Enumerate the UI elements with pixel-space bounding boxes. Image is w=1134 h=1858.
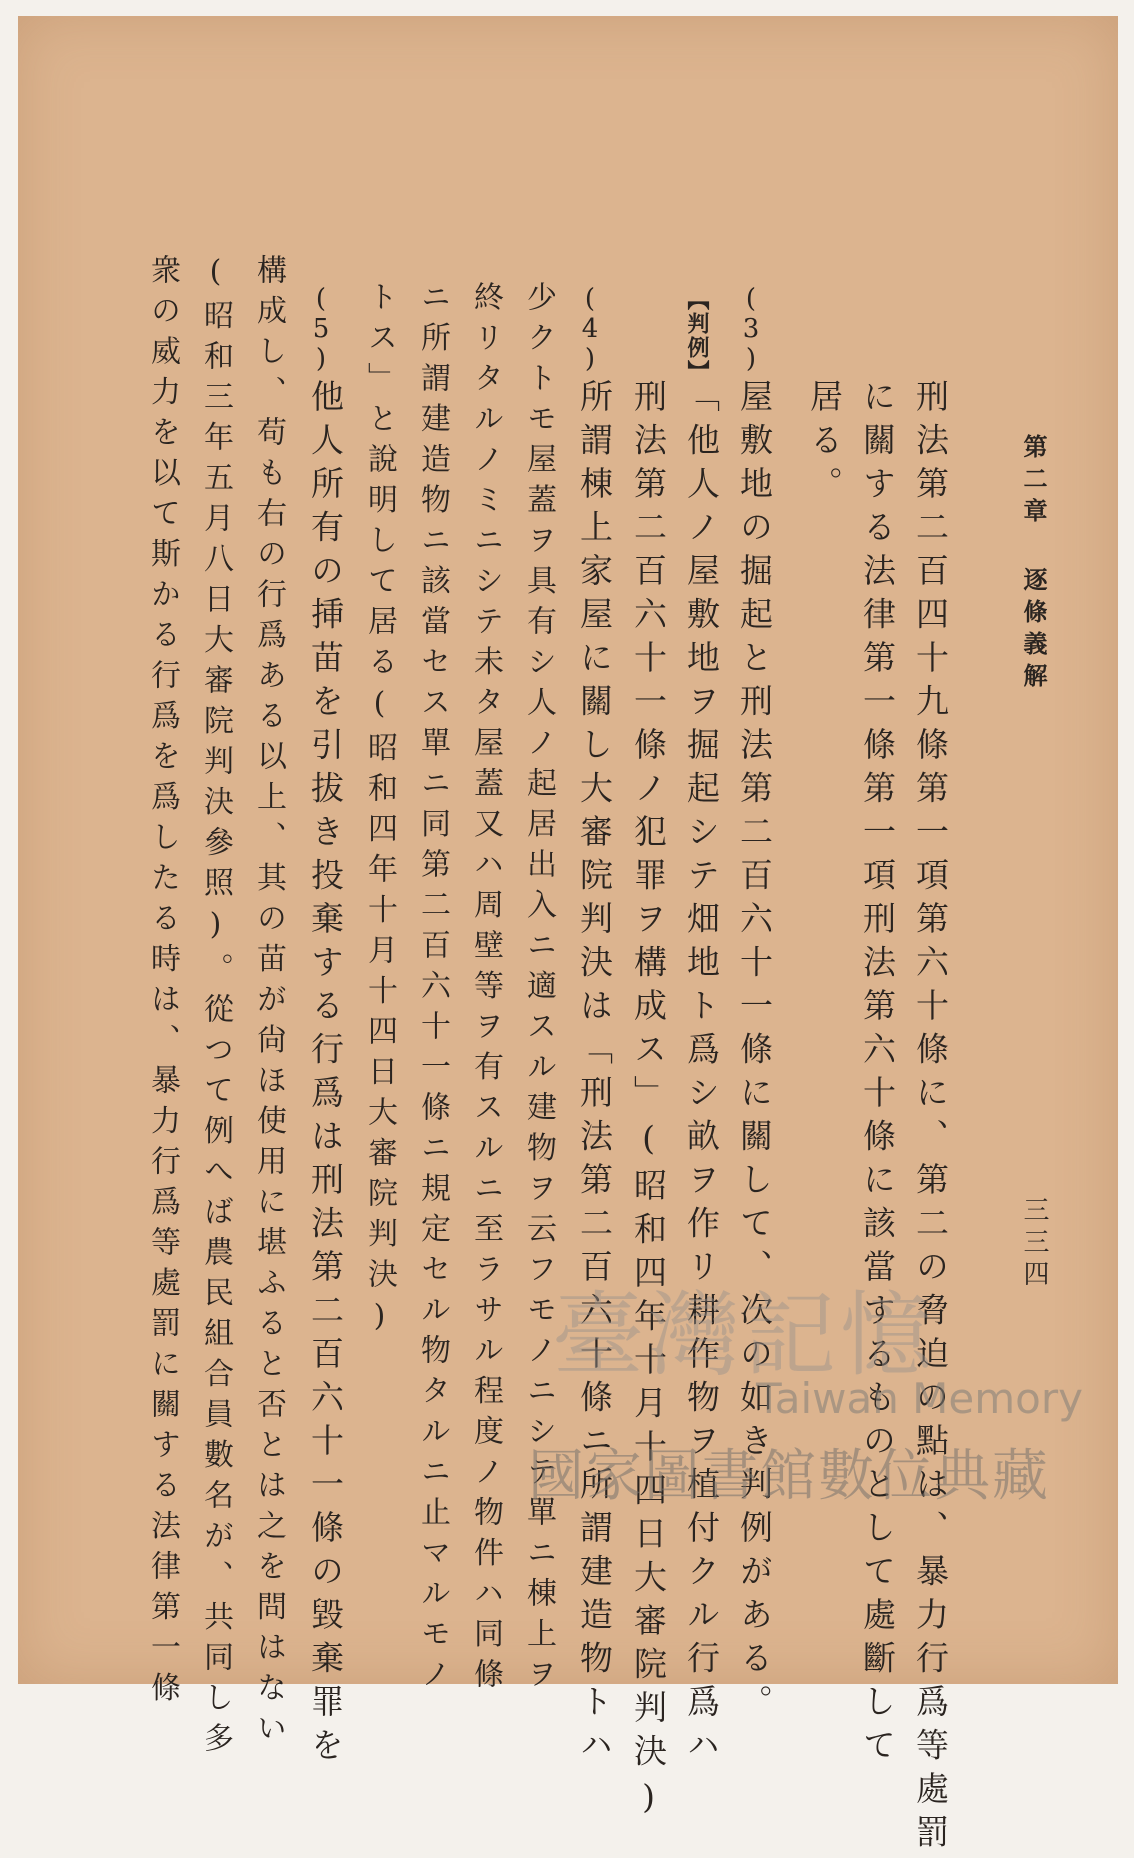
running-header: 第二章 逐條義解 [1019,434,1048,695]
text-column-6: 刑法第二百六十一條ノ犯罪ヲ構成ス」(昭和四年十月十四日大審院判決) [629,379,668,1827]
text-column-15: 衆の威力を以て斯かる行爲を爲したる時は、暴力行爲等處罰に關する法律第一條 [145,254,180,1712]
text-column-9: 終リタルノミニシテ未タ屋蓋又ハ周壁等ヲ有スルニ至ラサル程度ノ物件ハ同條 [468,281,503,1699]
text-column-5: 「他人ノ屋敷地ヲ掘起シテ畑地ト爲シ畝ヲ作リ耕作物ヲ植付クル行爲ハ [682,379,721,1771]
watermark [528,1256,1088,1509]
book-page [18,16,1118,1858]
text-column-14: (昭和三年五月八日大審院判決參照)。從つて例へば農民組合員數名が、共同し多 [198,254,233,1763]
watermark-chinese: 國家圖書館數位典藏 [528,1444,1050,1509]
text-column-11: トス」と說明して居る(昭和四年十月十四日大審院判決) [362,281,397,1344]
text-column-13: 構成し、苟も右の行爲ある以上、其の苗が尙ほ使用に堪ふると否とは之を問はない [251,254,286,1753]
text-column-3: 居る。 [805,379,844,510]
watermark-calligraphy: 臺灣記憶 [552,1282,937,1389]
text-column-1: 刑法第二百四十九條第一項第六十條に、第二の脅迫の點は、暴力行爲等處罰 [911,379,950,1858]
text-column-10: ニ所謂建造物ニ該當セス單ニ同第二百六十一條ニ規定セル物タルニ止マルモノ [415,281,450,1699]
text-column-8: 少クトモ屋蓋ヲ具有シ人ノ起居出入ニ適スル建物ヲ云フモノニシテ單ニ棟上ヲ [521,281,556,1699]
text-column-4: 屋敷地の掘起と刑法第二百六十一條に關して、次の如き判例がある。 [735,379,774,1728]
example-tag: 【判例】 [684,288,710,384]
watermark-english: Taiwan Memory [756,1374,1083,1423]
item-marker-5: (5) [306,284,336,374]
text-column-12: 他人所有の挿苗を引拔き投棄する行爲は刑法第二百六十一條の毀棄罪を [306,379,345,1771]
page-number: 三三四 [1019,1196,1049,1292]
item-marker-3: (3) [736,284,766,374]
text-column-2: に關する法律第一條第一項刑法第六十條に該當するものとして處斷して [858,379,897,1771]
text-column-7: 所謂棟上家屋に關し大審院判決は「刑法第二百六十條ニ所謂建造物トハ [575,379,614,1771]
item-marker-4: (4) [575,284,605,374]
